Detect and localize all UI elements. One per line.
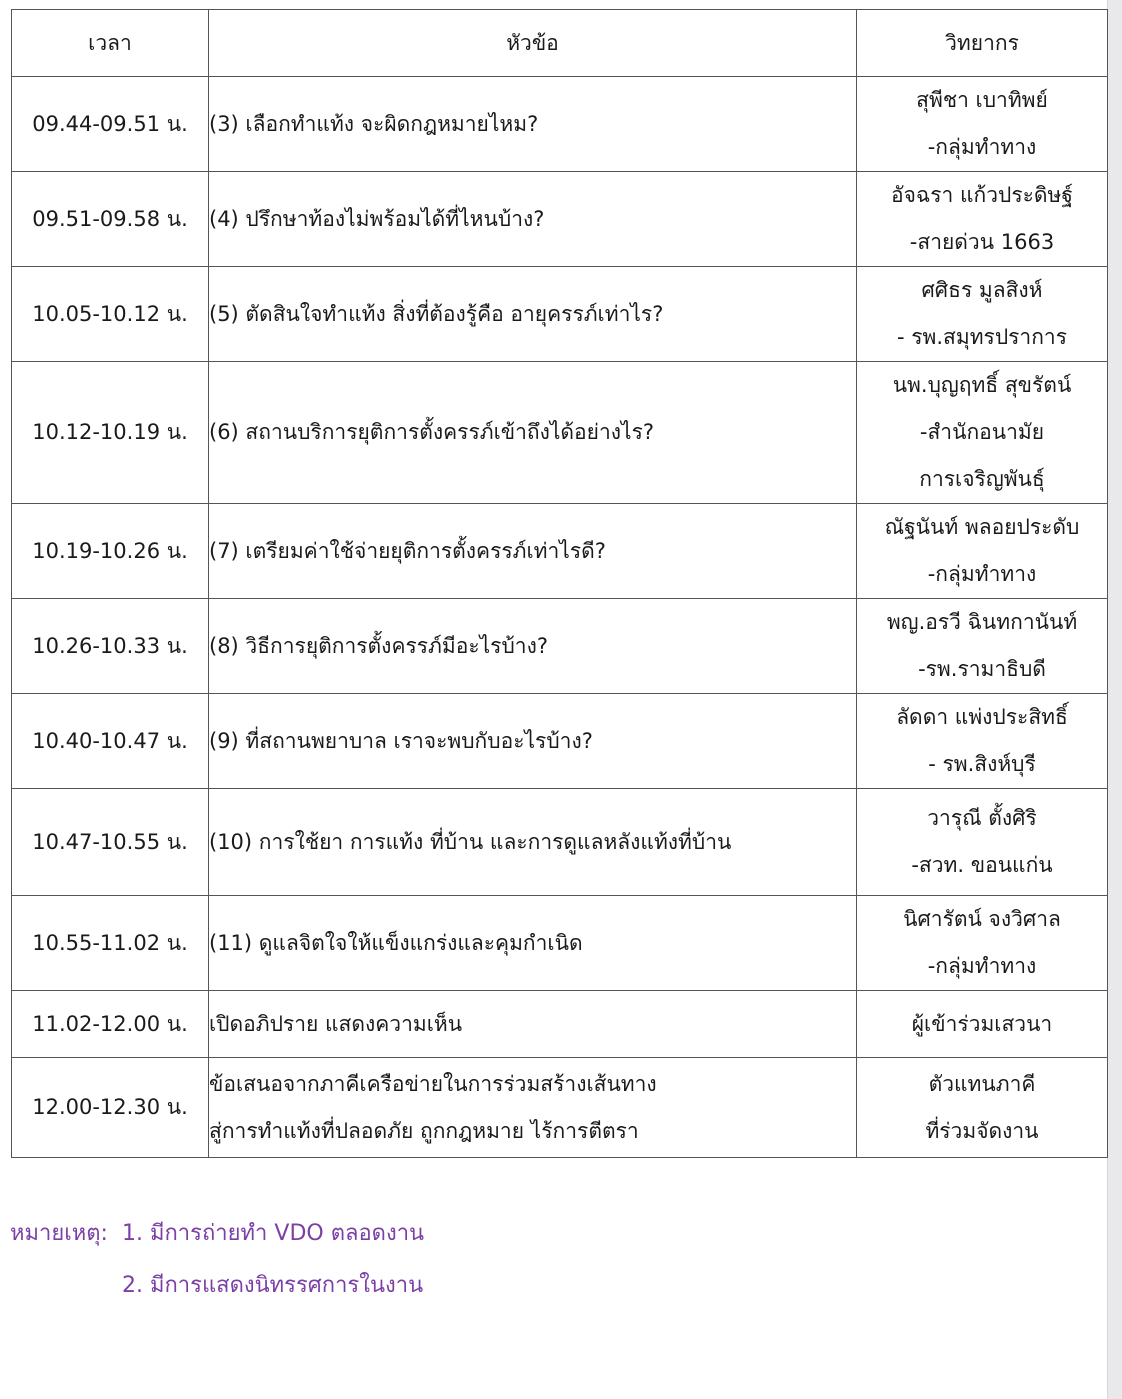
speaker-cell [857, 694, 1108, 789]
notes-prefix: หมายเหตุ: [10, 1221, 108, 1246]
time-cell: 12.00-12.30 น. [12, 1058, 209, 1158]
note-item-2: 2. มีการแสดงนิทรรศการในงาน [122, 1273, 424, 1298]
speaker-line: -สายด่วน 1663 [909, 230, 1055, 254]
topic-line: (8) วิธีการยุติการตั้งครรภ์มีอะไรบ้าง? [209, 633, 548, 658]
schedule-table [11, 9, 1108, 1158]
speaker-line: อัจฉรา แก้วประดิษฐ์ [891, 183, 1073, 207]
table-row [12, 694, 1108, 789]
speaker-cell [857, 991, 1108, 1058]
topic-cell [209, 267, 857, 362]
speaker-line: -สวท. ขอนแก่น [911, 853, 1053, 877]
note-row-1 [10, 1210, 424, 1262]
speaker-line: ลัดดา แพ่งประสิทธิ์ [896, 705, 1068, 729]
topic-line: (6) สถานบริการยุติการตั้งครรภ์เข้าถึงได้อย่างไร? [209, 420, 655, 444]
speaker-cell [857, 789, 1108, 896]
header-speaker: วิทยากร [857, 10, 1108, 77]
topic-cell [209, 896, 857, 991]
speaker-cell [857, 362, 1108, 504]
speaker-line: -กลุ่มทำทาง [927, 135, 1037, 159]
speaker-line: พญ.อรวี ฉินทกานันท์ [886, 610, 1078, 634]
topic-line: (5) ตัดสินใจทำแท้ง สิ่งที่ต้องรู้คือ อายุครรภ์เท่าไร? [209, 301, 664, 326]
table-row [12, 504, 1108, 599]
speaker-line: - รพ.สมุทรปราการ [896, 325, 1068, 349]
note-row-2 [10, 1262, 424, 1314]
speaker-line: ผู้เข้าร่วมเสวนา [911, 1011, 1053, 1036]
speaker-line: ศศิธร มูลสิงห์ [921, 278, 1043, 302]
speaker-cell [857, 267, 1108, 362]
time-cell: 10.55-11.02 น. [12, 896, 209, 991]
time-cell: 10.12-10.19 น. [12, 362, 209, 504]
speaker-line: ที่ร่วมจัดงาน [925, 1118, 1039, 1143]
topic-line: สู่การทำแท้งที่ปลอดภัย ถูกกฎหมาย ไร้การตีตรา [209, 1118, 639, 1143]
topic-line: (4) ปรึกษาท้องไม่พร้อมได้ที่ไหนบ้าง? [209, 206, 545, 231]
speaker-line: ตัวแทนภาคี [928, 1071, 1036, 1096]
speaker-cell [857, 172, 1108, 267]
time-cell: 10.40-10.47 น. [12, 694, 209, 789]
table-row [12, 599, 1108, 694]
speaker-line: -กลุ่มทำทาง [927, 562, 1037, 586]
speaker-line: ณัฐนันท์ พลอยประดับ [884, 515, 1080, 539]
speaker-line: วารุณี ตั้งศิริ [927, 806, 1037, 830]
topic-cell [209, 172, 857, 267]
speaker-line: การเจริญพันธุ์ [919, 467, 1045, 491]
speaker-cell [857, 504, 1108, 599]
speaker-line: -กลุ่มทำทาง [927, 954, 1037, 978]
topic-cell [209, 991, 857, 1058]
table-row [12, 77, 1108, 172]
time-cell: 10.47-10.55 น. [12, 789, 209, 896]
time-cell: 09.51-09.58 น. [12, 172, 209, 267]
topic-line: (7) เตรียมค่าใช้จ่ายยุติการตั้งครรภ์เท่าไรดี? [209, 538, 606, 563]
topic-line: (11) ดูแลจิตใจให้แข็งแกร่งและคุมกำเนิด [209, 930, 583, 955]
topic-line: (3) เลือกทำแท้ง จะผิดกฎหมายไหม? [209, 111, 539, 136]
header-time: เวลา [12, 10, 209, 77]
time-cell: 10.19-10.26 น. [12, 504, 209, 599]
topic-cell [209, 504, 857, 599]
topic-cell [209, 694, 857, 789]
speaker-line: - รพ.สิงห์บุรี [928, 752, 1036, 776]
table-row [12, 789, 1108, 896]
table-row [12, 1058, 1108, 1158]
time-cell: 09.44-09.51 น. [12, 77, 209, 172]
topic-cell [209, 362, 857, 504]
speaker-line: สุพีชา เบาทิพย์ [916, 88, 1048, 112]
time-cell: 10.26-10.33 น. [12, 599, 209, 694]
table-row [12, 267, 1108, 362]
table-row [12, 991, 1108, 1058]
topic-line: ข้อเสนอจากภาคีเครือข่ายในการร่วมสร้างเส้นทาง [209, 1071, 657, 1096]
topic-line: เปิดอภิปราย แสดงความเห็น [209, 1011, 463, 1036]
speaker-line: -รพ.รามาธิบดี [918, 657, 1046, 681]
topic-cell [209, 789, 857, 896]
time-cell: 11.02-12.00 น. [12, 991, 209, 1058]
speaker-cell [857, 896, 1108, 991]
topic-cell [209, 599, 857, 694]
table-row [12, 172, 1108, 267]
speaker-line: นิศารัตน์ จงวิศาล [903, 907, 1061, 931]
table-row [12, 362, 1108, 504]
speaker-cell [857, 1058, 1108, 1158]
header-topic: หัวข้อ [209, 10, 857, 77]
speaker-cell [857, 77, 1108, 172]
topic-cell [209, 1058, 857, 1158]
speaker-line: -สำนักอนามัย [919, 420, 1045, 444]
speaker-line: นพ.บุญฤทธิ์ สุขรัตน์ [892, 373, 1072, 397]
notes [10, 1210, 424, 1314]
table-row [12, 896, 1108, 991]
page-edge [1107, 0, 1122, 1399]
topic-line: (9) ที่สถานพยาบาล เราจะพบกับอะไรบ้าง? [209, 728, 593, 753]
schedule-body [12, 77, 1108, 1158]
note-item-1: 1. มีการถ่ายทำ VDO ตลอดงาน [122, 1221, 425, 1246]
header-row [12, 10, 1108, 77]
topic-cell [209, 77, 857, 172]
speaker-cell [857, 599, 1108, 694]
topic-line: (10) การใช้ยา การแท้ง ที่บ้าน และการดูแลหลังแท้งที่บ้าน [209, 829, 732, 854]
time-cell: 10.05-10.12 น. [12, 267, 209, 362]
